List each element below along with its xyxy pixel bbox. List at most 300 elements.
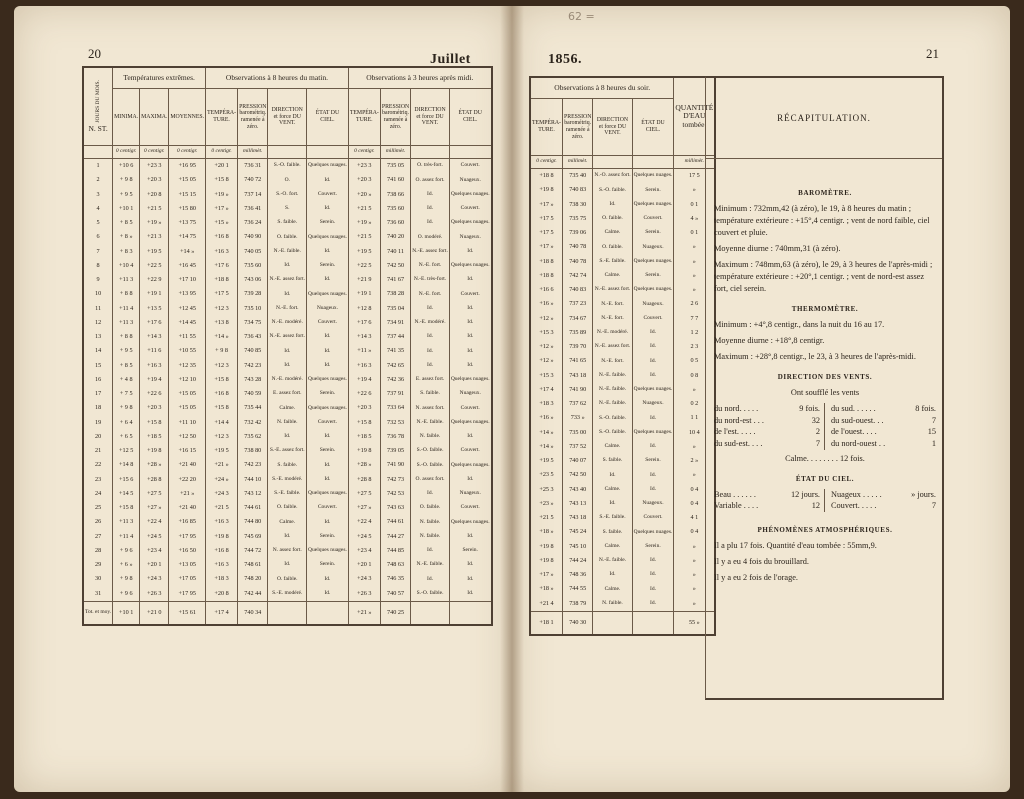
table-cell: +19 8: [530, 554, 563, 568]
table-cell: 8: [83, 259, 113, 273]
table-cell: N.-E. faible.: [593, 554, 632, 568]
table-cell: Couvert.: [307, 501, 349, 515]
table-row: [530, 483, 715, 497]
table-cell: +21 »: [206, 458, 238, 472]
table-cell: +16 3: [140, 359, 169, 373]
col-press-afternoon: PRESSION barométriq. ramenée à zéro.: [380, 89, 410, 146]
table-row: [530, 497, 715, 511]
table-cell: Serein.: [307, 259, 349, 273]
list-item-value: 12 jours.: [790, 489, 820, 499]
table-cell: +24 »: [206, 473, 238, 487]
table-cell: +11 4: [113, 530, 140, 544]
table-cell: +12 »: [530, 354, 563, 368]
table-cell: +20 1: [206, 159, 238, 174]
table-cell: 17: [83, 387, 113, 401]
table-cell: +11 10: [169, 416, 206, 430]
table-cell: Calme.: [593, 483, 632, 497]
day-column-header: JOURS DU MOIS. N. ST.: [83, 67, 113, 146]
table-cell: O. faible.: [268, 501, 307, 515]
table-cell: 741 60: [380, 173, 410, 187]
table-cell: Id.: [411, 202, 450, 216]
table-cell: 737 44: [380, 330, 410, 344]
table-cell: 741 90: [563, 383, 593, 397]
table-cell: 748 61: [238, 558, 268, 572]
table-cell: Id.: [632, 440, 674, 454]
table-cell: +11 6: [140, 344, 169, 358]
table-cell: + 9 8: [113, 401, 140, 415]
table-cell: S.-O. faible.: [593, 411, 632, 425]
table-cell: Couvert.: [307, 416, 349, 430]
table-cell: N.-E. fort.: [411, 287, 450, 301]
table-cell: Id.: [411, 572, 450, 586]
table-row: [83, 487, 492, 501]
table-cell: +19 8: [348, 444, 380, 458]
table-row: [530, 354, 715, 368]
table-cell: +17 6: [140, 316, 169, 330]
table-cell: +14 4: [206, 416, 238, 430]
table-cell: +17 5: [206, 287, 238, 301]
table-cell: N.-E. faible.: [593, 397, 632, 411]
table-cell: +19 »: [348, 216, 380, 230]
table-cell: +22 20: [169, 473, 206, 487]
table-cell: 743 18: [563, 511, 593, 525]
table-cell: +14 »: [530, 426, 563, 440]
table-cell: Nuageux.: [449, 487, 491, 501]
col-mean: MOYENNES.: [169, 89, 206, 146]
table-cell: +17 »: [530, 198, 563, 212]
table-cell: Calme.: [268, 515, 307, 529]
table-cell: +17 5: [530, 212, 563, 226]
table-cell: + 8 8: [113, 287, 140, 301]
table-cell: »: [674, 568, 715, 582]
table-cell: +17 5: [530, 226, 563, 240]
table-cell: Id.: [632, 411, 674, 425]
table-cell: +18 8: [530, 169, 563, 184]
list-item: [831, 426, 936, 438]
table-cell: S. faible.: [268, 216, 307, 230]
table-cell: 739 06: [563, 226, 593, 240]
table-cell: N.-E. fort.: [268, 302, 307, 316]
table-row: [530, 511, 715, 525]
table-cell: S.: [268, 202, 307, 216]
table-cell: Id.: [449, 330, 491, 344]
table-cell: +12 »: [530, 340, 563, 354]
table-cell: Nuageux.: [632, 397, 674, 411]
table-cell: 735 00: [563, 426, 593, 440]
table-cell: Id.: [632, 554, 674, 568]
table-cell: N. faible.: [411, 515, 450, 529]
table-cell: 732 42: [238, 416, 268, 430]
table-cell: »: [674, 283, 715, 297]
table-cell: +20 3: [348, 173, 380, 187]
table-cell: N.-E. modéré.: [268, 316, 307, 330]
table-row: [83, 444, 492, 458]
table-cell: Id.: [307, 587, 349, 602]
table-cell: Id.: [307, 202, 349, 216]
table-cell: 2 6: [674, 297, 715, 311]
table-row: [530, 212, 715, 226]
table-cell: O. faible.: [411, 501, 450, 515]
thermo-moy: Moyenne diurne : +18°,8 centigr.: [714, 336, 825, 346]
table-cell: +16 3: [206, 245, 238, 259]
table-cell: N.-E. fort.: [593, 297, 632, 311]
table-cell: S. faible.: [411, 387, 450, 401]
table-cell: 743 13: [563, 497, 593, 511]
table-cell: +27 5: [348, 487, 380, 501]
list-item: [714, 403, 820, 415]
table-cell: +16 8: [206, 387, 238, 401]
table-cell: S.-O. faible.: [411, 587, 450, 602]
table-cell: +17 6: [206, 259, 238, 273]
table-cell: + 8 5: [113, 216, 140, 230]
table-cell: O. assez fort.: [411, 473, 450, 487]
table-cell: Id.: [632, 582, 674, 596]
table-cell: Id.: [268, 430, 307, 444]
sky-grid: [714, 489, 936, 512]
table-cell: Id.: [632, 468, 674, 482]
table-cell: »: [674, 540, 715, 554]
table-cell: 744 10: [238, 473, 268, 487]
table-cell: 735 60: [238, 259, 268, 273]
col-min: MINIMA.: [113, 89, 140, 146]
table-cell: +12 3: [206, 302, 238, 316]
vents-title: DIRECTION DES VENTS.: [777, 373, 873, 382]
table-cell: Couvert.: [632, 212, 674, 226]
table-cell: Quelques nuages.: [307, 287, 349, 301]
handwritten-note: 62 =: [568, 10, 595, 23]
table-cell: Serein.: [632, 269, 674, 283]
table-cell: Couvert.: [449, 287, 491, 301]
table-cell: Id.: [449, 558, 491, 572]
list-item-label: du sud-est. . . .: [714, 439, 763, 448]
observations-table-right: [529, 76, 716, 636]
table-cell: 742 50: [380, 259, 410, 273]
table-cell: Id.: [632, 369, 674, 383]
col-max: MAXIMA.: [140, 89, 169, 146]
table-cell: +28 8: [348, 473, 380, 487]
table-cell: +16 8: [206, 544, 238, 558]
table-cell: Id.: [449, 344, 491, 358]
table-cell: +16 50: [169, 544, 206, 558]
col-rain: QUANTITÉ D'EAU tombée.: [674, 77, 715, 156]
table-cell: +18 5: [140, 430, 169, 444]
table-cell: Couvert.: [449, 159, 491, 174]
table-cell: + 9 5: [113, 344, 140, 358]
table-cell: 744 24: [563, 554, 593, 568]
table-cell: Nuageux.: [632, 297, 674, 311]
table-cell: Quelques nuages.: [307, 373, 349, 387]
table-cell: Couvert.: [449, 444, 491, 458]
table-cell: 740 11: [380, 245, 410, 259]
table-cell: + 4 8: [113, 373, 140, 387]
table-cell: Calme.: [593, 582, 632, 596]
table-cell: Serein.: [632, 183, 674, 197]
table-cell: +22 4: [140, 515, 169, 529]
list-item: [831, 500, 936, 512]
table-cell: 742 50: [563, 468, 593, 482]
table-cell: Id.: [449, 359, 491, 373]
table-cell: 742 23: [238, 359, 268, 373]
table-cell: Id.: [632, 340, 674, 354]
table-row: [530, 183, 715, 197]
table-cell: Id.: [268, 287, 307, 301]
table-cell: 740 20: [380, 230, 410, 244]
list-item-value: 7: [931, 415, 936, 425]
table-cell: Id.: [449, 530, 491, 544]
table-cell: +12 8: [348, 302, 380, 316]
table-cell: 740 78: [563, 255, 593, 269]
table-cell: +17 6: [348, 316, 380, 330]
table-cell: N.-E. fort.: [411, 259, 450, 273]
table-cell: O. faible.: [268, 572, 307, 586]
table-cell: N.-E. faible.: [593, 383, 632, 397]
table-cell: 740 57: [380, 587, 410, 602]
table-cell: S.-E. faible.: [268, 487, 307, 501]
list-item-label: de l'ouest. . . .: [831, 427, 877, 437]
table-cell: 744 61: [380, 515, 410, 529]
list-item-label: du nord-est . . .: [714, 415, 765, 425]
table-row: [530, 411, 715, 425]
table-cell: 739 05: [380, 444, 410, 458]
table-cell: +19 »: [206, 188, 238, 202]
table-cell: +22 5: [140, 259, 169, 273]
list-item: [714, 500, 820, 512]
table-cell: +23 4: [348, 544, 380, 558]
table-cell: +13 05: [169, 558, 206, 572]
table-cell: »: [674, 468, 715, 482]
table-cell: +12 45: [169, 302, 206, 316]
table-row: [530, 597, 715, 612]
table-cell: O.: [268, 173, 307, 187]
table-cell: 17 5: [674, 169, 715, 184]
col-temp-morning: TEMPÉRA- TURE.: [206, 89, 238, 146]
table-cell: 736 31: [238, 159, 268, 174]
table-cell: +16 85: [169, 515, 206, 529]
table-cell: N. faible.: [593, 597, 632, 612]
table-cell: 733 »: [563, 411, 593, 425]
table-cell: N.-E. assez fort.: [268, 330, 307, 344]
table-cell: + 8 5: [113, 359, 140, 373]
table-cell: +15 8: [206, 173, 238, 187]
table-cell: 738 66: [380, 188, 410, 202]
table-cell: 745 24: [563, 525, 593, 539]
table-row: [83, 515, 492, 529]
table-cell: N. assez fort.: [411, 401, 450, 415]
list-item: [831, 438, 936, 450]
table-cell: +17 10: [169, 273, 206, 287]
table-cell: Id.: [449, 302, 491, 316]
table-cell: +28 8: [140, 473, 169, 487]
table-cell: Quelques nuages.: [449, 373, 491, 387]
table-cell: N.-E. faible.: [268, 245, 307, 259]
table-cell: S.-E. modéré.: [268, 587, 307, 602]
recapitulation-panel: [705, 76, 944, 700]
table-cell: +10 55: [169, 344, 206, 358]
table-cell: +24 3: [140, 572, 169, 586]
list-item-value: 1: [931, 439, 936, 448]
list-item-label: Couvert. . . . .: [831, 501, 877, 511]
table-cell: +21 5: [348, 202, 380, 216]
table-cell: Id.: [307, 359, 349, 373]
table-cell: +28 »: [140, 458, 169, 472]
table-cell: Id.: [449, 473, 491, 487]
table-cell: 0 1: [674, 226, 715, 240]
table-cell: +11 3: [113, 316, 140, 330]
table-cell: 737 23: [563, 297, 593, 311]
table-cell: Nuageux.: [449, 173, 491, 187]
table-row: [83, 188, 492, 202]
phen-title: PHÉNOMÈNES ATMOSPHÉRIQUES.: [757, 525, 893, 534]
table-cell: +15 05: [169, 401, 206, 415]
table-row: [530, 312, 715, 326]
table-cell: +23 »: [530, 497, 563, 511]
table-cell: 6: [83, 230, 113, 244]
table-cell: 736 41: [238, 202, 268, 216]
table-cell: 19: [83, 416, 113, 430]
table-cell: 734 67: [563, 312, 593, 326]
table-cell: +24 3: [348, 572, 380, 586]
table-cell: +21 5: [530, 511, 563, 525]
table-cell: 738 79: [563, 597, 593, 612]
table-cell: 0 1: [674, 198, 715, 212]
list-item-label: Nuageux . . . . .: [831, 489, 882, 499]
table-cell: 31: [83, 587, 113, 602]
table-row: [530, 369, 715, 383]
evening-header: Observations à 8 heures du soir.: [530, 77, 674, 99]
table-cell: 740 90: [238, 230, 268, 244]
table-cell: 0 4: [674, 497, 715, 511]
table-cell: +17 »: [530, 568, 563, 582]
book-gutter: [500, 6, 524, 792]
table-cell: + 6 5: [113, 430, 140, 444]
table-row: [530, 568, 715, 582]
table-cell: 2: [83, 173, 113, 187]
col-sky-evening: ÉTAT DU CIEL.: [632, 99, 674, 156]
table-cell: S.-E. modéré.: [268, 473, 307, 487]
table-cell: 30: [83, 572, 113, 586]
table-cell: +14 3: [140, 330, 169, 344]
table-cell: Serein.: [307, 530, 349, 544]
table-cell: »: [674, 554, 715, 568]
table-cell: 28: [83, 544, 113, 558]
table-cell: +22 9: [140, 273, 169, 287]
table-cell: +19 8: [140, 444, 169, 458]
table-cell: 738 30: [563, 198, 593, 212]
table-cell: 743 63: [380, 501, 410, 515]
table-cell: +19 8: [530, 183, 563, 197]
table-cell: +27 5: [140, 487, 169, 501]
table-cell: + 8 8: [113, 330, 140, 344]
table-cell: +11 4: [113, 302, 140, 316]
table-cell: 11: [83, 302, 113, 316]
table-cell: N.-E. assez fort.: [411, 245, 450, 259]
table-cell: +16 »: [530, 411, 563, 425]
table-cell: + 6 »: [113, 558, 140, 572]
table-cell: +24 3: [206, 487, 238, 501]
table-cell: 9: [83, 273, 113, 287]
table-cell: Id.: [411, 544, 450, 558]
table-cell: Quelques nuages.: [307, 544, 349, 558]
table-cell: +16 95: [169, 159, 206, 174]
table-cell: +14 8: [113, 458, 140, 472]
table-cell: Serein.: [632, 540, 674, 554]
table-cell: 746 35: [380, 572, 410, 586]
table-row: [83, 287, 492, 301]
table-cell: 2 »: [674, 454, 715, 468]
table-cell: Id.: [411, 188, 450, 202]
table-cell: +14 45: [169, 316, 206, 330]
table-cell: 736 24: [238, 216, 268, 230]
table-cell: +15 3: [530, 369, 563, 383]
table-cell: Calme.: [593, 440, 632, 454]
table-cell: 3: [83, 188, 113, 202]
table-cell: +14 75: [169, 230, 206, 244]
table-cell: Id.: [307, 430, 349, 444]
table-row: [83, 501, 492, 515]
table-cell: Id.: [307, 245, 349, 259]
table-cell: 741 65: [563, 354, 593, 368]
table-cell: Id.: [307, 330, 349, 344]
table-row: [83, 316, 492, 330]
table-cell: +18 »: [530, 525, 563, 539]
table-cell: +17 95: [169, 530, 206, 544]
table-cell: S.-E. faible.: [593, 255, 632, 269]
table-cell: Id.: [268, 558, 307, 572]
table-cell: 735 89: [563, 326, 593, 340]
table-cell: 24: [83, 487, 113, 501]
table-cell: S. faible.: [593, 525, 632, 539]
table-cell: S.-E. assez fort.: [268, 444, 307, 458]
list-item-value: 8 fois.: [915, 404, 936, 414]
col-sky-morning: ÉTAT DU CIEL.: [307, 89, 349, 146]
table-cell: 10 4: [674, 426, 715, 440]
table-cell: 13: [83, 330, 113, 344]
table-cell: S.-O. faible.: [593, 183, 632, 197]
table-cell: +25 3: [530, 483, 563, 497]
list-item: [831, 415, 936, 427]
table-row: [83, 530, 492, 544]
table-cell: Quelques nuages.: [449, 416, 491, 430]
table-row: [530, 326, 715, 340]
table-cell: +10 1: [113, 202, 140, 216]
table-row: [530, 169, 715, 184]
list-item: [714, 438, 820, 450]
table-cell: +10 6: [113, 159, 140, 174]
table-cell: S.-E. faible.: [593, 511, 632, 525]
table-cell: »: [674, 597, 715, 612]
table-cell: Serein.: [632, 454, 674, 468]
totals-row-left: Tot. et moy. +10 1 +21 0 +15 61 +17 4 740 34 +21 » 740 25: [83, 601, 492, 625]
table-cell: +12 3: [206, 430, 238, 444]
table-cell: 25: [83, 501, 113, 515]
table-cell: 737 62: [563, 397, 593, 411]
table-cell: +14 »: [206, 330, 238, 344]
table-cell: Id.: [268, 530, 307, 544]
table-cell: 735 40: [563, 169, 593, 184]
thermo-max: Maximum : +28°,8 centigr., le 23, à 3 heures de l'après-midi.: [714, 352, 916, 362]
table-cell: N.-E. modéré.: [593, 326, 632, 340]
table-cell: 29: [83, 558, 113, 572]
table-cell: +19 5: [140, 245, 169, 259]
table-cell: Id.: [411, 302, 450, 316]
list-item-value: 12: [811, 501, 820, 511]
table-cell: +22 5: [348, 259, 380, 273]
table-cell: 7: [83, 245, 113, 259]
list-item-value: 15: [927, 427, 936, 437]
table-cell: 748 36: [563, 568, 593, 582]
table-cell: + 7 5: [113, 387, 140, 401]
table-cell: +15 05: [169, 387, 206, 401]
